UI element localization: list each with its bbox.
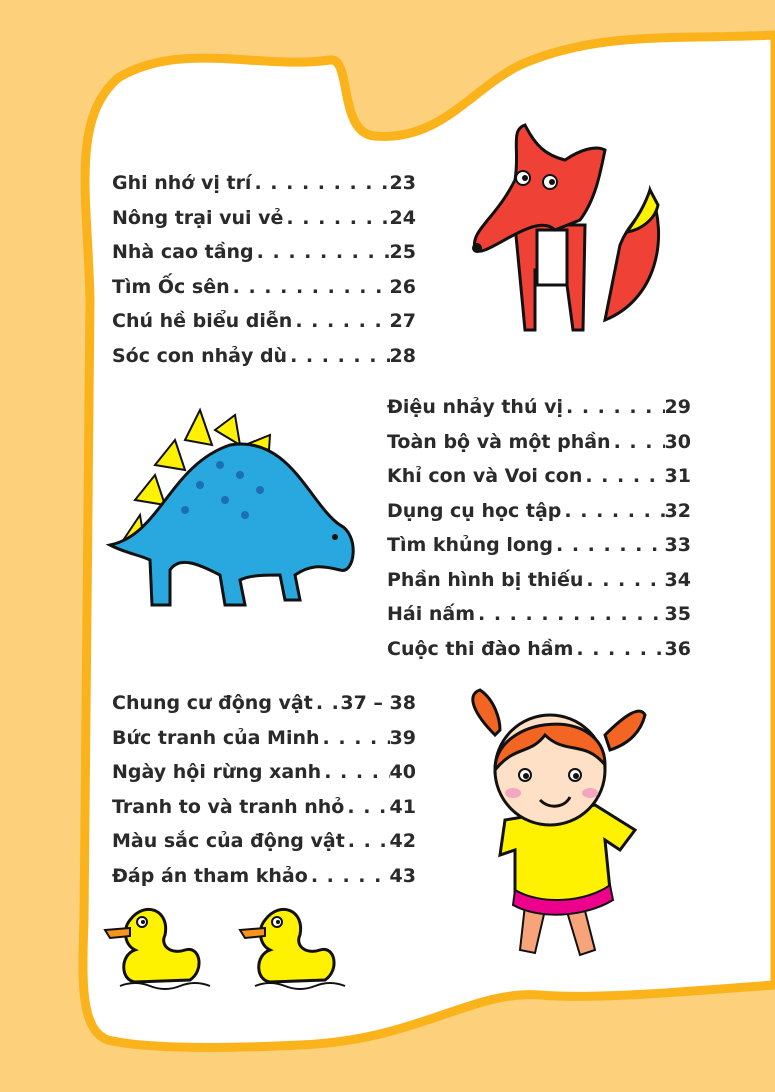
dot-leader <box>582 465 664 487</box>
toc-entry-title: Chú hề biểu diễn <box>112 310 293 332</box>
dot-leader <box>563 396 665 418</box>
toc-entry-page: 37 – 38 <box>340 692 416 714</box>
toc-entry <box>112 207 416 242</box>
toc-section-1 <box>112 172 416 379</box>
toc-entry-page: 32 <box>664 499 691 522</box>
toc-entry-page: 41 <box>389 795 416 818</box>
toc-entry <box>112 241 416 276</box>
toc-entry-page: 27 <box>389 310 416 332</box>
dot-leader <box>287 345 389 367</box>
toc-entry <box>387 396 691 431</box>
toc-entry-title: Ngày hội rừng xanh <box>112 761 322 783</box>
toc-entry <box>387 500 691 535</box>
dot-leader <box>251 172 389 194</box>
stegosaurus-illustration <box>100 405 365 615</box>
toc-entry-title: Ghi nhớ vị trí <box>112 172 252 194</box>
toc-entry-page: 40 <box>389 761 416 783</box>
toc-entry-title: Bức tranh của Minh <box>112 726 320 749</box>
toc-entry <box>112 692 416 727</box>
toc-entry <box>112 345 416 380</box>
toc-entry <box>112 830 416 865</box>
toc-entry-page: 35 <box>664 603 691 625</box>
dot-leader <box>308 865 390 887</box>
toc-entry-title: Khỉ con và Voi con <box>387 465 583 487</box>
toc-entry <box>387 603 691 638</box>
toc-entry <box>112 865 416 900</box>
toc-entry-title: Màu sắc của động vật <box>112 830 345 852</box>
toc-entry-title: Tìm Ốc sên <box>112 275 230 298</box>
toc-entry-page: 39 <box>389 726 416 749</box>
toc-entry-page: 31 <box>664 465 691 487</box>
toc-entry <box>112 727 416 762</box>
toc-entry-title: Sóc con nhảy dù <box>112 344 288 367</box>
toc-section-3 <box>112 692 416 899</box>
toc-entry <box>112 276 416 311</box>
toc-entry-page: 29 <box>664 396 691 418</box>
dot-leader <box>583 569 664 591</box>
dot-leader <box>230 276 390 298</box>
toc-entry-page: 36 <box>664 637 691 660</box>
toc-entry-title: Toàn bộ và một phần <box>387 430 611 453</box>
dot-leader <box>292 310 389 332</box>
toc-entry-page: 30 <box>664 430 691 453</box>
toc-entry <box>387 638 691 673</box>
toc-entry-page: 23 <box>389 172 416 194</box>
toc-entry <box>112 310 416 345</box>
dot-leader <box>320 727 390 749</box>
toc-entry-page: 33 <box>664 534 691 556</box>
toc-entry <box>112 796 416 831</box>
toc-entry <box>387 534 691 569</box>
duck-illustration <box>235 900 350 995</box>
toc-entry-page: 42 <box>389 830 416 852</box>
fox-illustration <box>455 120 675 340</box>
toc-entry <box>112 761 416 796</box>
toc-entry-title: Đáp án tham khảo <box>112 864 308 887</box>
toc-entry <box>112 172 416 207</box>
dot-leader <box>254 241 390 263</box>
dot-leader <box>611 431 665 453</box>
dot-leader <box>345 830 390 852</box>
toc-entry-title: Điệu nhảy thú vị <box>387 396 563 418</box>
dot-leader <box>313 692 341 714</box>
toc-entry-title: Tìm khủng long <box>387 534 554 556</box>
dot-leader <box>553 534 665 556</box>
dot-leader <box>283 207 389 229</box>
dot-leader <box>344 796 389 818</box>
toc-entry-title: Chung cư động vật <box>112 692 313 714</box>
toc-entry-page: 43 <box>389 864 416 887</box>
toc-entry-title: Nhà cao tầng <box>112 241 254 263</box>
toc-entry-page: 24 <box>389 206 416 229</box>
dot-leader <box>561 500 664 522</box>
toc-entry-page: 26 <box>389 275 416 298</box>
toc-entry-title: Hái nấm <box>387 603 475 625</box>
toc-entry <box>387 431 691 466</box>
toc-entry-title: Cuộc thi đào hầm <box>387 637 574 660</box>
toc-entry-title: Dụng cụ học tập <box>387 499 562 522</box>
toc-entry-title: Nông trại vui vẻ <box>112 206 284 229</box>
toc-entry-page: 25 <box>389 241 416 263</box>
toc-entry-page: 28 <box>389 344 416 367</box>
toc-entry-title: Phần hình bị thiếu <box>387 568 584 591</box>
toc-entry <box>387 569 691 604</box>
dot-leader <box>321 761 389 783</box>
toc-entry <box>387 465 691 500</box>
dot-leader <box>573 638 664 660</box>
toc-section-2 <box>387 396 691 672</box>
girl-illustration <box>445 685 725 980</box>
dot-leader <box>475 603 665 625</box>
duck-illustration <box>100 900 215 995</box>
toc-entry-page: 34 <box>664 568 691 591</box>
toc-entry-title: Tranh to và tranh nhỏ <box>112 795 345 818</box>
